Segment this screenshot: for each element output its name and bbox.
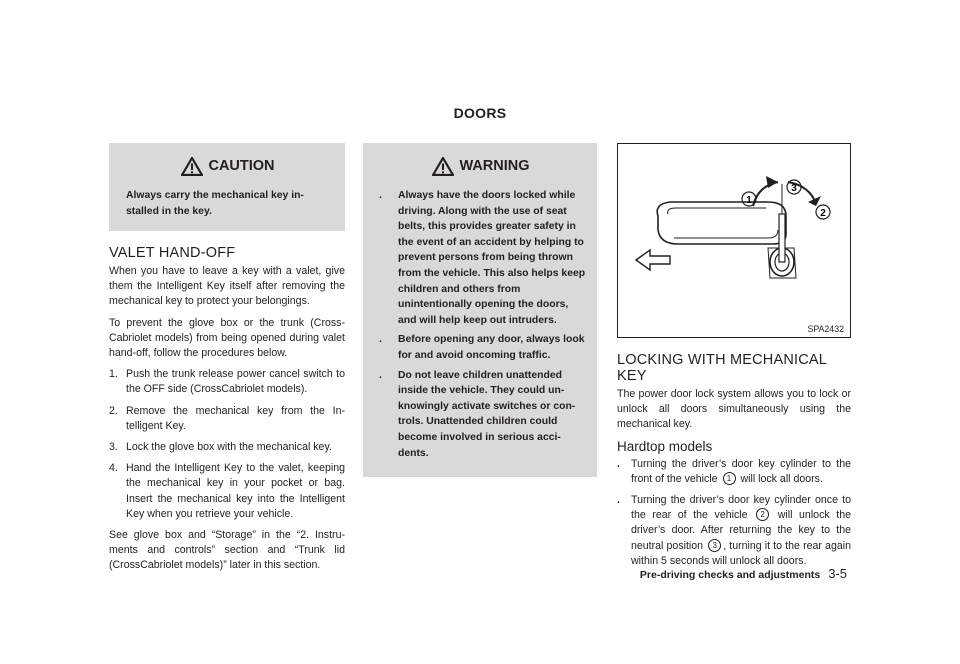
step-text: Remove the mechanical key from the In-telligent Key.: [126, 404, 345, 432]
valet-step: [109, 404, 345, 434]
step-number: 2.: [109, 404, 118, 417]
valet-paragraph-2: To prevent the glove box or the trunk (Cross-Cabriolet models) from being opened during valet hand-off, follow the procedures below.: [109, 316, 345, 360]
step-text: Lock the glove box with the mechanical key.: [126, 441, 332, 454]
valet-steps: [109, 367, 345, 522]
caution-text: Always carry the mechanical key in-stalled in the key.: [126, 190, 304, 217]
step-number: 4.: [109, 462, 118, 475]
warning-box: [363, 143, 597, 477]
bullet: .: [617, 457, 620, 470]
hardtop-item-text: , turning it to the rear again within 5 seconds will unlock all doors.: [631, 539, 851, 567]
callout-1: 1: [746, 195, 752, 206]
column-left: [109, 143, 345, 580]
warning-item: [375, 188, 587, 328]
column-middle: [363, 143, 597, 477]
warning-item: [375, 368, 587, 462]
warning-title: WARNING: [459, 158, 530, 174]
hardtop-item-text: will lock all doors.: [740, 472, 823, 485]
warning-item-text: Do not leave children unattended inside the vehicle. They could un-knowingly activate switches or con-trols. Unattended children could become involved in serious acci-dents.: [398, 369, 576, 459]
step-text: Push the trunk release power cancel switch to the OFF side (CrossCabriolet models).: [126, 368, 345, 396]
warning-triangle-icon: [432, 157, 454, 176]
valet-step: [109, 461, 345, 522]
locking-heading: LOCKING WITH MECHANICAL KEY: [617, 352, 827, 384]
hardtop-item: [617, 457, 851, 487]
warning-item: [375, 332, 587, 363]
bullet: .: [379, 190, 382, 201]
column-right: [617, 143, 851, 575]
warning-item-text: Before opening any door, always look for and avoid oncoming traffic.: [398, 334, 585, 361]
figure-code: SPA2432: [807, 324, 844, 334]
warning-triangle-icon: [181, 157, 203, 176]
step-number: 1.: [109, 368, 118, 381]
valet-paragraph-1: When you have to leave a key with a valet, give them the Intelligent Key itself after removing the mechanical key to protect your belongings.: [109, 265, 345, 308]
warning-list: [375, 188, 587, 461]
section-title: DOORS: [453, 105, 507, 121]
hardtop-list: [617, 457, 851, 569]
callout-ref-2: 2: [756, 508, 769, 521]
hardtop-item-text: Turning the driver’s door key cylinder once to the rear of the vehicle: [631, 494, 851, 522]
bullet: .: [379, 334, 382, 346]
valet-paragraph-3: See glove box and “Storage” in the “2. Instru-ments and controls” section and “Trunk lid (CrossCabriolet models)” later in this section.: [109, 529, 345, 572]
bullet: .: [379, 369, 382, 381]
door-handle-figure: [617, 143, 851, 338]
caution-box: [109, 143, 345, 231]
valet-step: [109, 440, 345, 455]
hardtop-heading: Hardtop models: [617, 438, 713, 454]
footer-title: Pre-driving checks and adjustments: [639, 569, 821, 581]
step-number: 3.: [109, 441, 118, 454]
locking-intro: The power door lock system allows you to lock or unlock all doors simultaneously using the mechanical key.: [617, 388, 851, 431]
hardtop-item: [617, 493, 851, 569]
callout-3: 3: [791, 183, 797, 194]
callout-2: 2: [820, 208, 826, 219]
bullet: .: [617, 494, 620, 507]
page-number: 3-5: [828, 566, 847, 581]
warning-header: [375, 155, 587, 177]
page-footer: [640, 566, 847, 581]
door-handle-illustration: [618, 144, 850, 337]
caution-title: CAUTION: [208, 158, 275, 174]
step-text: Hand the Intelligent Key to the valet, keeping the mechanical key in your pocket or bag. Insert the mechanical key into the Intelligent Key when you retrieve your vehicle.: [126, 462, 345, 520]
callout-ref-1: 1: [723, 472, 736, 485]
valet-step: [109, 367, 345, 397]
hardtop-item-text: Turning the driver’s door key cylinder to the front of the vehicle: [631, 457, 851, 485]
valet-heading: VALET HAND-OFF: [109, 245, 236, 261]
callout-ref-3: 3: [708, 539, 721, 552]
hardtop-item-text: will unlock the driver’s door. After returning the key to the neutral position: [631, 509, 851, 552]
caution-header: [121, 155, 335, 177]
warning-item-text: Always have the doors locked while driving. Along with the use of seat belts, this provides greater safety in the event of an accident by helping to prevent persons from being thrown from the vehicle. This also helps keep children and others from unintentionally opening the doors, and will help keep out intruders.: [398, 190, 586, 326]
